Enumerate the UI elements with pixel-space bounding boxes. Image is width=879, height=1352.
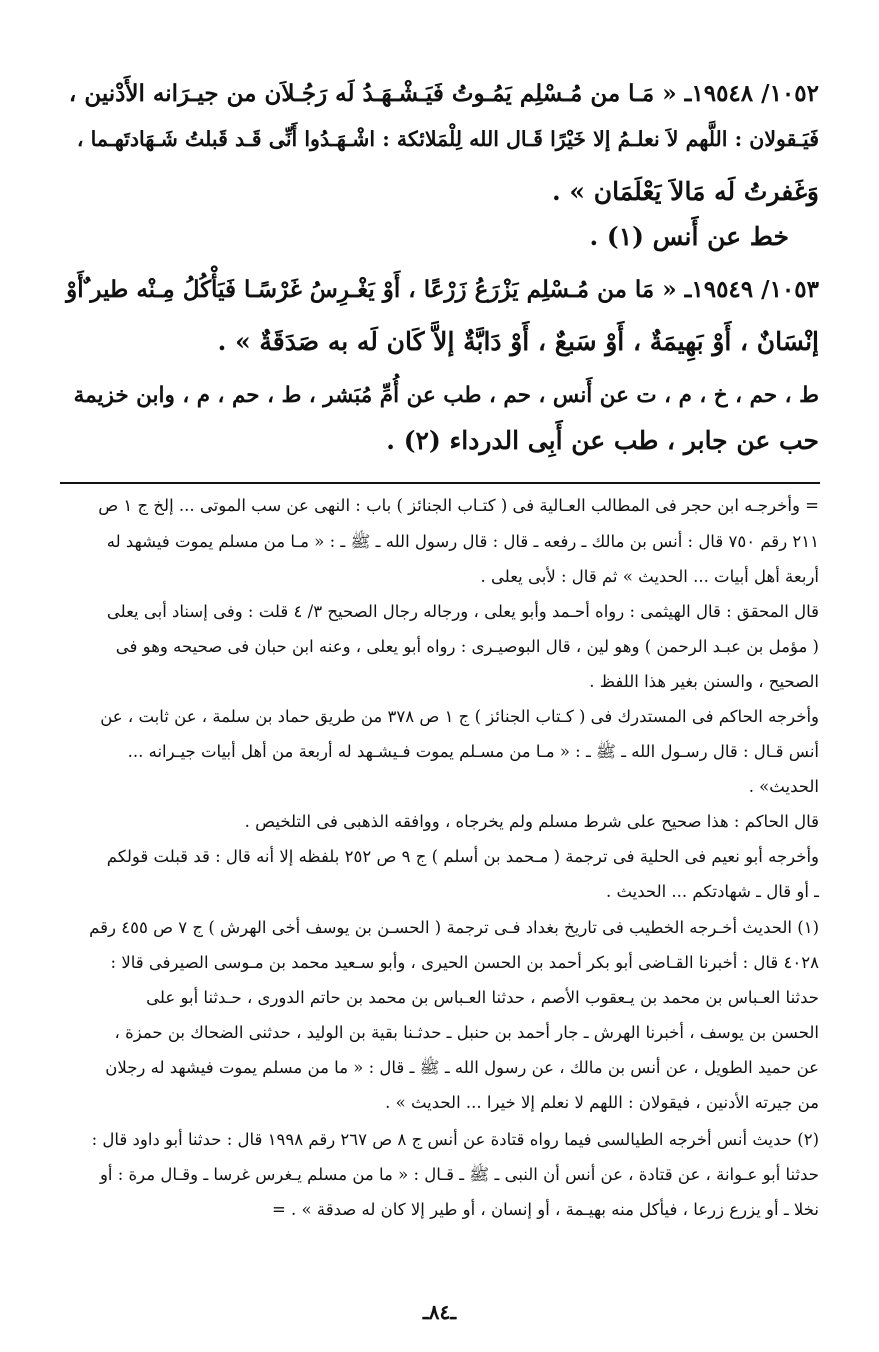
footnote-line: وأخرجه أبو نعيم فى الحلية فى ترجمة ( مـحمد بن أسلم ) ج ٩ ص ٢٥٢ بلفظه إلا أنه قال : قد قبلت قولكم bbox=[106, 847, 819, 866]
page-number: ـ٨٤ـ bbox=[422, 1300, 457, 1324]
footnote-line: الحسن بن يوسف ، أخبرنا الهرش ـ جار أحمد بن حنبل ـ حدثـنا بقية بن الوليد ، حدثنى الضحاك بن حمزة ، bbox=[114, 1023, 819, 1042]
footnote-line: أنس قـال : قال رسـول الله ـ ﷺ ـ : « مـا من مسـلم يموت فـيشـهد له أربعة من أهل أبيات جيـرانه ... bbox=[127, 742, 819, 761]
footnote-line: حدثنا العـباس بن محمد بن يـعقوب الأصم ، حدثنا العـباس بن محمد بن حاتم الدورى ، حـدثنا أبو على bbox=[146, 988, 819, 1007]
main-line: فَيَـقولان : اللَّهم لاَ نعلـمُ إلا خَيْرًا قَـال الله لِلْمَلائكة : اشْـهَـدُوا أَنِّى قَـد قَبلتُ شَـهَادتَهـما ، bbox=[76, 127, 819, 151]
footnote-line: من جيرته الأدنين ، فيقولان : اللهم لا نعلم إلا خيرا ... الحديث » . bbox=[385, 1093, 819, 1112]
footnote-line: الصحيح ، والسنن بغير هذا اللفظ . bbox=[589, 672, 819, 691]
main-line: إنْسَانٌ ، أَوْ بَهِيمَةٌ ، أَوْ سَبعٌ ، أَوْ دَابَّةٌ إلاَّ كَان لَه به صَدَقَةٌ » . bbox=[217, 327, 819, 356]
footnote-line: نخلا ـ أو يزرع زرعا ، فيأكل منه بهيـمة ، أو إنسان ، أو طير إلا كان له صدقة » . = bbox=[271, 1200, 819, 1219]
footnote-line: = وأخرجـه ابن حجر فى المطالب العـالية فى ( كتـاب الجنائز ) باب : النهى عن سب الموتى ... إلخ ج ١ ص bbox=[98, 496, 819, 515]
main-line: ١٠٥٣/ ١٩٥٤٩ـ « مَا من مُـسْلِم يَزْرَعُ زَرْعًا ، أَوْ يَغْـرِسُ غَرْسًـا فَيَأْكُلُ مِـنْه طير ٌأَوْ bbox=[66, 276, 819, 303]
main-line: خط عن أَنس (١) . bbox=[589, 222, 789, 251]
footnote-line: الحديث» . bbox=[748, 777, 819, 796]
footnote-line: حدثنا أبو عـوانة ، عن قتادة ، عن أنس أن النبى ـ ﷺ ـ قـال : « ما من مسلم يـغرس غرسا ـ وقـال مرة : أو bbox=[99, 1165, 819, 1184]
footnote-line: ٤٠٢٨ قال : أخبرنا القـاضى أبو بكر أحمد بن الحسن الحيرى ، وأبو سـعيد محمد بن مـوسى الصيرفى قالا : bbox=[110, 953, 819, 972]
footnote-separator bbox=[60, 482, 820, 484]
footnote-line: ( مؤمل بن عبـد الرحمن ) وهو لين ، قال البوصيـرى : رواه أبو يعلى ، وعنه ابن حبان فى صحيحه وهو فى bbox=[115, 637, 819, 656]
footnote-line: قال المحقق : قال الهيثمى : رواه أحـمد وأبو يعلى ، ورجاله رجال الصحيح ٣/ ٤ قلت : وفى إسناد أبى يعلى bbox=[106, 602, 819, 621]
main-line: ١٠٥٢/ ١٩٥٤٨ـ « مَـا من مُـسْلِم يَمُـوتُ فَيَـشْـهَـدُ لَه رَجُـلاَن من جيـرَانه الأَدْنين ، bbox=[68, 80, 819, 107]
footnote-line: أربعة أهل أبيات ... الحديث » ثم قال : لأبى يعلى . bbox=[480, 567, 819, 586]
footnote-line: وأخرجه الحاكم فى المستدرك فى ( كـتاب الجنائز ) ج ١ ص ٣٧٨ من طريق حماد بن سلمة ، عن ثابت ، عن bbox=[100, 707, 819, 726]
footnote-line: عن حميد الطويل ، عن أنس بن مالك ، عن رسول الله ـ ﷺ ـ قال : « ما من مسلم يموت فيشهد له رجلان bbox=[105, 1058, 819, 1077]
main-line: حب عن جابر ، طب عن أَبِى الدرداء (٢) . bbox=[386, 426, 819, 455]
footnote-line: ٢١١ رقم ٧٥٠ قال : أنس بن مالك ـ رفعه ـ قال : قال رسول الله ـ ﷺ ـ : « مـا من مسلم يموت فيشهد له bbox=[106, 532, 819, 551]
main-line: وَغَفرتُ لَه مَالاَ يَعْلَمَان » . bbox=[552, 177, 819, 206]
footnote-line: (١) الحديث أخـرجه الخطيب فى تاريخ بغداد فـى ترجمة ( الحسـن بن يوسف أخى الهرش ) ج ٧ ص ٤٥٥ رقم bbox=[89, 918, 819, 937]
footnote-line: ـ أو قال ـ شهادتكم ... الحديث . bbox=[605, 882, 819, 901]
footnote-line: (٢) حديث أنس أخرجه الطيالسى فيما رواه قتادة عن أنس ج ٨ ص ٢٦٧ رقم ١٩٩٨ قال : حدثنا أبو داود قال : bbox=[91, 1130, 819, 1149]
main-line: ط ، حم ، خ ، م ، ت عن أَنس ، حم ، طب عن أُمِّ مُبَشر ، ط ، حم ، م ، وابن خزيمة bbox=[73, 383, 819, 408]
footnote-line: قال الحاكم : هذا صحيح على شرط مسلم ولم يخرجاه ، ووافقه الذهبى فى التلخيص . bbox=[244, 812, 819, 831]
